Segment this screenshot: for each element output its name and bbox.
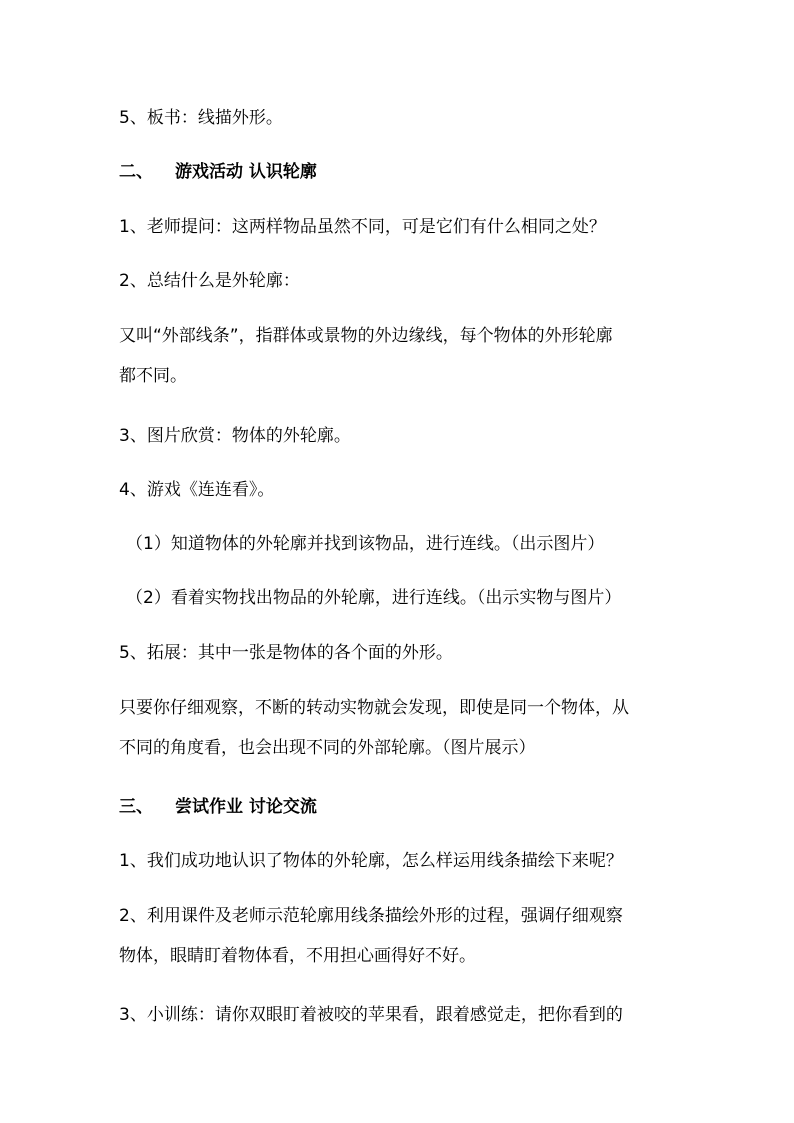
list-item: 3、小训练：请你双眼盯着被咬的苹果看，跟着感觉走，把你看到的 bbox=[119, 1005, 623, 1025]
section-heading bbox=[119, 160, 679, 184]
section-title: 游戏活动 认识轮廓 bbox=[175, 162, 317, 182]
list-item: 4、游戏《连连看》。 bbox=[119, 480, 275, 500]
paragraph-line: 物体，眼睛盯着物体看，不用担心画得好不好。 bbox=[119, 946, 476, 966]
list-item: 2、总结什么是外轮廓： bbox=[119, 271, 300, 291]
sub-list-item: （1）知道物体的外轮廓并找到该物品，进行连线。（出示图片） bbox=[126, 534, 605, 554]
paragraph-line: 2、利用课件及老师示范轮廓用线条描绘外形的过程，强调仔细观察 bbox=[119, 906, 623, 926]
list-item: 3、图片欣赏：物体的外轮廓。 bbox=[119, 426, 351, 446]
section-number: 二、 bbox=[119, 162, 153, 182]
paragraph-line: 又叫“外部线条”，指群体或景物的外边缘线，每个物体的外形轮廓 bbox=[119, 326, 613, 346]
paragraph-line: 都不同。 bbox=[119, 366, 187, 386]
paragraph bbox=[119, 896, 679, 976]
section-heading bbox=[119, 795, 679, 819]
list-item: 1、我们成功地认识了物体的外轮廓，怎么样运用线条描绘下来呢？ bbox=[119, 851, 623, 871]
section-number: 三、 bbox=[119, 797, 153, 817]
sub-list-item: （2）看着实物找出物品的外轮廓，进行连线。（出示实物与图片） bbox=[126, 588, 622, 608]
paragraph bbox=[119, 316, 679, 396]
section-title: 尝试作业 讨论交流 bbox=[175, 797, 317, 817]
paragraph-line: 只要你仔细观察，不断的转动实物就会发现，即使是同一个物体，从 bbox=[119, 698, 629, 718]
paragraph-line: 不同的角度看，也会出现不同的外部轮廓。（图片展示） bbox=[119, 738, 536, 758]
list-item: 5、板书：线描外形。 bbox=[119, 108, 283, 128]
list-item: 1、老师提问：这两样物品虽然不同，可是它们有什么相同之处？ bbox=[119, 217, 606, 237]
list-item: 5、拓展：其中一张是物体的各个面的外形。 bbox=[119, 643, 453, 663]
paragraph bbox=[119, 688, 679, 768]
